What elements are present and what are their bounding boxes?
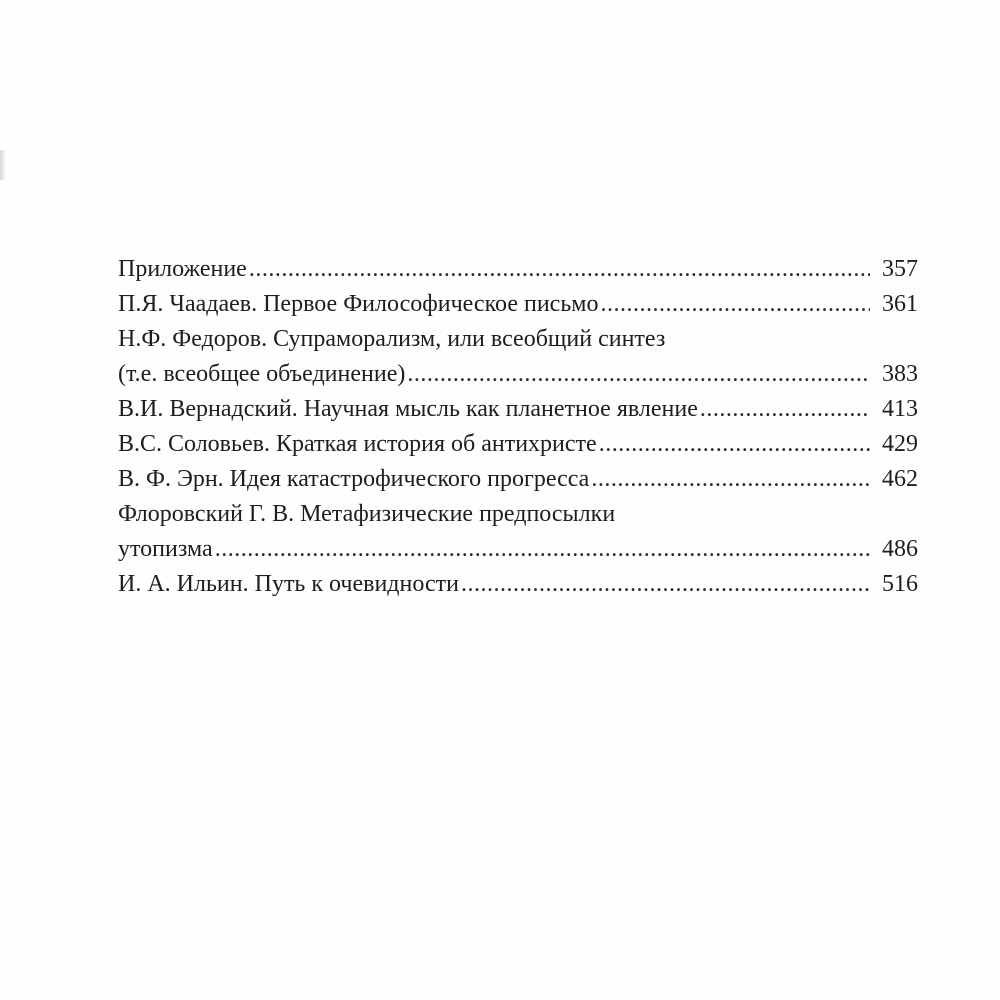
toc-page-number: 516 <box>882 571 918 597</box>
toc-entry-title: П.Я. Чаадаев. Первое Философическое письмо <box>118 291 599 317</box>
toc-entry <box>118 567 918 602</box>
toc-entry-title: В.С. Соловьев. Краткая история об антихристе <box>118 431 597 457</box>
toc-line <box>118 462 918 497</box>
toc-entry-title: Приложение <box>118 256 247 282</box>
toc-page-number: 429 <box>882 431 918 457</box>
toc-entry <box>118 322 918 392</box>
toc-entry <box>118 427 918 462</box>
dot-leader <box>599 427 870 462</box>
dot-leader <box>591 462 870 497</box>
toc-entry-title: И. А. Ильин. Путь к очевидности <box>118 571 459 597</box>
toc-line <box>118 287 918 322</box>
toc-page-number: 486 <box>882 536 918 562</box>
toc-line <box>118 322 918 357</box>
toc-entry <box>118 287 918 322</box>
dot-leader <box>249 252 870 287</box>
toc-entry-title: Флоровский Г. В. Метафизические предпосылки <box>118 501 616 527</box>
toc-entry <box>118 497 918 567</box>
toc-entry-title: (т.е. всеобщее объединение) <box>118 361 406 387</box>
dot-leader <box>215 532 870 567</box>
dot-leader <box>407 357 870 392</box>
table-of-contents <box>118 252 918 602</box>
dot-leader <box>600 287 870 322</box>
toc-entry-title: утопизма <box>118 536 213 562</box>
toc-line <box>118 567 918 602</box>
toc-line <box>118 497 918 532</box>
toc-page-number: 413 <box>882 396 918 422</box>
toc-entry <box>118 462 918 497</box>
toc-entry <box>118 252 918 287</box>
toc-entry-title: В. Ф. Эрн. Идея катастрофического прогресса <box>118 466 590 492</box>
dot-leader <box>700 392 870 427</box>
dot-leader <box>461 567 870 602</box>
toc-entry <box>118 392 918 427</box>
toc-line <box>118 392 918 427</box>
toc-line <box>118 427 918 462</box>
toc-page-number: 357 <box>882 256 918 282</box>
toc-page-number: 361 <box>882 291 918 317</box>
toc-line <box>118 252 918 287</box>
toc-line <box>118 532 918 567</box>
toc-line <box>118 357 918 392</box>
toc-entry-title: Н.Ф. Федоров. Супраморализм, или всеобщий синтез <box>118 326 666 352</box>
toc-page-number: 383 <box>882 361 918 387</box>
page-edge-shadow <box>0 150 6 180</box>
toc-entry-title: В.И. Вернадский. Научная мысль как планетное явление <box>118 396 698 422</box>
toc-page-number: 462 <box>882 466 918 492</box>
